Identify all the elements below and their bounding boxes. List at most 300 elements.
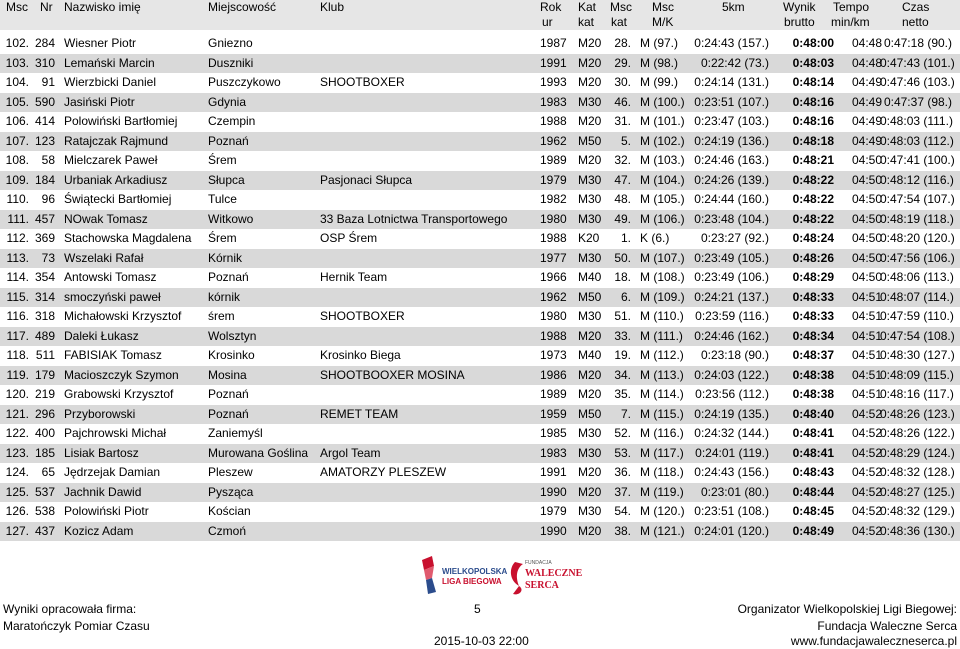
header-czas: Czas xyxy=(902,0,930,14)
cell-bib: 489 xyxy=(34,328,55,343)
cell-split-5km: 0:23:47 (103.) xyxy=(694,114,769,128)
cell-gender-place: M (118.) xyxy=(640,465,684,479)
cell-split-5km: 0:24:01 (119.) xyxy=(695,445,769,460)
cell-split-5km: 0:24:19 (136.) xyxy=(694,133,769,148)
cell-cat: M40 xyxy=(578,348,602,362)
cell-split-5km: 0:23:51 (108.) xyxy=(694,504,769,518)
cell-tempo: 04:50 xyxy=(851,250,882,265)
cell-bib: 400 xyxy=(34,426,55,440)
cell-gender-place: M (105.) xyxy=(640,192,685,206)
cell-name: Przyborowski xyxy=(64,406,136,421)
cell-bib: 314 xyxy=(34,289,55,304)
cell-bib: 296 xyxy=(34,406,55,421)
cell-cat: M30 xyxy=(578,192,602,206)
table-row xyxy=(0,307,960,327)
cell-result-brutto: 0:48:33 xyxy=(792,309,834,323)
cell-bib: 310 xyxy=(34,55,55,70)
cell-gender-place: M (98.) xyxy=(640,55,679,70)
cell-name: Ratajczak Rajmund xyxy=(64,133,169,148)
cell-gender-place: M (108.) xyxy=(640,270,685,284)
cell-result-brutto: 0:48:14 xyxy=(792,75,834,89)
cell-place: 105. xyxy=(5,94,29,109)
cell-result-netto: 0:48:32 (129.) xyxy=(880,504,955,518)
cell-year: 1985 xyxy=(540,426,567,440)
cell-name: Polowiński Bartłomiej xyxy=(64,114,178,128)
cell-result-netto: 0:48:07 (114.) xyxy=(880,289,954,304)
cell-cat-place: 50. xyxy=(614,250,631,265)
cell-tempo: 04:52 xyxy=(851,445,882,460)
cell-name: FABISIAK Tomasz xyxy=(64,348,162,362)
cell-cat: M20 xyxy=(578,75,602,89)
cell-tempo: 04:52 xyxy=(851,504,882,518)
cell-result-netto: 0:48:20 (120.) xyxy=(880,231,955,245)
cell-cat: M30 xyxy=(578,172,602,187)
cell-gender-place: M (112.) xyxy=(640,348,684,362)
cell-cat: M30 xyxy=(578,250,602,265)
cell-year: 1979 xyxy=(540,504,567,518)
cell-result-brutto: 0:48:18 xyxy=(792,133,834,148)
cell-club: Pasjonaci Słupca xyxy=(320,172,413,187)
cell-tempo: 04:51 xyxy=(851,289,882,304)
cell-result-brutto: 0:48:34 xyxy=(792,328,834,343)
cell-cat: M20 xyxy=(578,465,602,479)
header-nr: Nr xyxy=(40,0,53,14)
table-header xyxy=(0,0,960,30)
footer-credit-company: Maratończyk Pomiar Czasu xyxy=(3,619,150,633)
table-row xyxy=(0,327,960,347)
header-brutto: brutto xyxy=(784,15,815,29)
cell-place: 117. xyxy=(6,328,29,343)
cell-tempo: 04:49 xyxy=(851,114,882,128)
cell-cat: M20 xyxy=(578,328,602,343)
cell-cat: M20 xyxy=(578,36,602,50)
cell-cat-place: 30. xyxy=(614,75,631,89)
cell-year: 1962 xyxy=(540,289,567,304)
table-row xyxy=(0,54,960,74)
cell-cat: M30 xyxy=(578,445,602,460)
cell-result-netto: 0:48:19 (118.) xyxy=(880,211,954,226)
table-row xyxy=(0,73,960,93)
cell-cat: M50 xyxy=(578,406,602,421)
cell-cat-place: 46. xyxy=(614,94,631,109)
cell-cat: M20 xyxy=(578,55,602,70)
cell-bib: 511 xyxy=(35,348,55,362)
cell-year: 1993 xyxy=(540,75,567,89)
cell-city: Słupca xyxy=(208,172,245,187)
cell-result-brutto: 0:48:29 xyxy=(792,270,834,284)
cell-tempo: 04:51 xyxy=(851,367,882,382)
cell-bib: 73 xyxy=(41,250,55,265)
header-club: Klub xyxy=(320,0,345,14)
cell-cat-place: 54. xyxy=(614,504,631,518)
cell-result-brutto: 0:48:22 xyxy=(792,211,834,226)
cell-result-netto: 0:47:59 (110.) xyxy=(880,309,954,323)
cell-bib: 184 xyxy=(34,172,55,187)
cell-result-netto: 0:48:03 (111.) xyxy=(880,114,953,128)
svg-text:SERCA: SERCA xyxy=(525,580,559,591)
cell-bib: 414 xyxy=(34,114,55,128)
cell-bib: 65 xyxy=(41,465,55,479)
cell-result-brutto: 0:48:16 xyxy=(792,94,834,109)
table-row xyxy=(0,405,960,425)
cell-city: Mosina xyxy=(208,367,247,382)
cell-gender-place: M (106.) xyxy=(640,211,685,226)
cell-gender-place: M (114.) xyxy=(640,387,684,401)
cell-year: 1987 xyxy=(540,36,567,50)
cell-year: 1988 xyxy=(540,328,567,343)
cell-name: Antowski Tomasz xyxy=(64,270,157,284)
cell-place: 119. xyxy=(6,367,29,382)
cell-gender-place: M (121.) xyxy=(640,523,685,538)
cell-year: 1989 xyxy=(540,387,567,401)
cell-tempo: 04:50 xyxy=(851,192,882,206)
cell-city: Gniezno xyxy=(208,36,253,50)
table-row xyxy=(0,463,960,483)
cell-year: 1980 xyxy=(540,211,567,226)
cell-name: Wszelaki Rafał xyxy=(64,250,144,265)
cell-gender-place: M (103.) xyxy=(640,153,685,167)
cell-tempo: 04:48 xyxy=(851,36,882,50)
cell-club: 33 Baza Lotnictwa Transportowego xyxy=(320,211,508,226)
cell-place: 107. xyxy=(5,133,29,148)
cell-gender-place: M (119.) xyxy=(640,484,684,499)
cell-name: Wiesner Piotr xyxy=(64,36,137,50)
cell-gender-place: M (97.) xyxy=(640,36,679,50)
cell-year: 1983 xyxy=(540,445,567,460)
table-row xyxy=(0,229,960,249)
cell-cat-place: 51. xyxy=(614,309,631,323)
header-msc-kat: Msc xyxy=(610,0,632,14)
table-row xyxy=(0,210,960,230)
cell-club: Argol Team xyxy=(320,445,381,460)
cell-result-netto: 0:47:46 (103.) xyxy=(880,75,955,89)
cell-split-5km: 0:23:18 (90.) xyxy=(700,348,769,362)
footer-organizer-website: www.fundacjawaleczneserca.pl xyxy=(790,634,957,648)
cell-result-brutto: 0:48:41 xyxy=(792,445,834,460)
cell-place: 112. xyxy=(6,231,29,245)
cell-result-brutto: 0:48:44 xyxy=(792,484,834,499)
cell-bib: 185 xyxy=(34,445,55,460)
cell-split-5km: 0:23:49 (105.) xyxy=(694,250,769,265)
header-kat-sub: kat xyxy=(578,15,595,29)
cell-gender-place: M (116.) xyxy=(640,426,684,440)
table-row xyxy=(0,132,960,152)
cell-city: Poznań xyxy=(208,406,249,421)
cell-cat: M50 xyxy=(578,289,602,304)
cell-cat: M20 xyxy=(578,367,602,382)
cell-club: Krosinko Biega xyxy=(320,348,401,362)
cell-tempo: 04:51 xyxy=(851,348,882,362)
cell-city: śrem xyxy=(208,309,235,323)
table-row xyxy=(0,34,960,54)
cell-cat-place: 53. xyxy=(614,445,631,460)
table-row xyxy=(0,444,960,464)
cell-result-brutto: 0:48:22 xyxy=(792,172,834,187)
cell-place: 104. xyxy=(5,75,29,89)
cell-city: Śrem xyxy=(208,231,237,245)
header-netto: netto xyxy=(902,15,929,29)
footer-credit-label: Wyniki opracowała firma: xyxy=(3,602,137,616)
cell-result-netto: 0:48:36 (130.) xyxy=(880,523,955,538)
cell-tempo: 04:49 xyxy=(851,75,882,89)
cell-split-5km: 0:24:43 (156.) xyxy=(694,465,769,479)
cell-split-5km: 0:23:49 (106.) xyxy=(694,270,769,284)
cell-gender-place: M (104.) xyxy=(640,172,685,187)
cell-bib: 96 xyxy=(41,192,55,206)
cell-result-brutto: 0:48:22 xyxy=(792,192,834,206)
cell-name: Polowiński Piotr xyxy=(64,504,149,518)
cell-gender-place: M (117.) xyxy=(640,445,684,460)
table-row xyxy=(0,249,960,269)
cell-result-netto: 0:48:27 (125.) xyxy=(880,484,955,499)
cell-cat-place: 49. xyxy=(614,211,631,226)
cell-cat-place: 36. xyxy=(614,465,631,479)
cell-city: Kościan xyxy=(208,504,251,518)
cell-city: Zaniemyśl xyxy=(208,426,263,440)
cell-bib: 457 xyxy=(34,211,55,226)
cell-bib: 219 xyxy=(34,387,55,401)
cell-bib: 58 xyxy=(41,153,55,167)
cell-tempo: 04:50 xyxy=(851,231,882,245)
cell-result-brutto: 0:48:16 xyxy=(792,114,834,128)
cell-city: Czempin xyxy=(208,114,256,128)
cell-city: Witkowo xyxy=(208,211,254,226)
cell-place: 111. xyxy=(7,211,29,226)
cell-year: 1991 xyxy=(540,55,567,70)
cell-tempo: 04:50 xyxy=(851,153,882,167)
cell-name: NOwak Tomasz xyxy=(64,211,148,226)
cell-cat-place: 47. xyxy=(614,172,631,187)
cell-split-5km: 0:23:56 (112.) xyxy=(695,387,769,401)
cell-tempo: 04:51 xyxy=(851,328,882,343)
cell-result-netto: 0:48:26 (123.) xyxy=(880,406,955,421)
cell-year: 1983 xyxy=(540,94,567,109)
cell-result-brutto: 0:48:40 xyxy=(792,406,834,421)
cell-place: 115. xyxy=(6,289,29,304)
cell-gender-place: M (120.) xyxy=(640,504,685,518)
cell-tempo: 04:51 xyxy=(851,387,882,401)
cell-gender-place: M (115.) xyxy=(640,406,684,421)
cell-name: Daleki Łukasz xyxy=(64,328,139,343)
cell-place: 114. xyxy=(6,270,29,284)
cell-year: 1988 xyxy=(540,231,567,245)
footer-datetime: 2015-10-03 22:00 xyxy=(434,634,529,648)
cell-name: Wierzbicki Daniel xyxy=(64,75,157,89)
cell-city: Tulce xyxy=(208,192,237,206)
cell-result-netto: 0:47:54 (108.) xyxy=(880,328,955,343)
cell-result-brutto: 0:48:00 xyxy=(792,36,834,50)
cell-bib: 538 xyxy=(34,504,55,518)
cell-city: Krosinko xyxy=(208,348,255,362)
table-row xyxy=(0,268,960,288)
cell-club: SHOOTBOOXER MOSINA xyxy=(320,367,465,382)
cell-cat-place: 32. xyxy=(614,153,631,167)
cell-year: 1988 xyxy=(540,114,567,128)
cell-result-brutto: 0:48:24 xyxy=(792,231,834,245)
table-row xyxy=(0,483,960,503)
cell-split-5km: 0:24:03 (122.) xyxy=(694,367,769,382)
cell-club: AMATORZY PLESZEW xyxy=(320,465,447,479)
cell-gender-place: M (100.) xyxy=(640,94,685,109)
header-5km: 5km xyxy=(722,0,745,14)
header-wynik: Wynik xyxy=(783,0,816,14)
cell-result-netto: 0:47:18 (90.) xyxy=(883,36,952,50)
cell-name: Jędrzejak Damian xyxy=(64,465,161,479)
cell-city: Kórnik xyxy=(208,250,243,265)
cell-city: Puszczykowo xyxy=(208,75,281,89)
table-row xyxy=(0,424,960,444)
cell-bib: 537 xyxy=(34,484,55,499)
cell-club: REMET TEAM xyxy=(320,406,399,421)
cell-split-5km: 0:24:19 (135.) xyxy=(694,406,769,421)
table-row xyxy=(0,171,960,191)
cell-cat-place: 29. xyxy=(614,55,631,70)
table-row xyxy=(0,190,960,210)
cell-bib: 437 xyxy=(34,523,55,538)
footer-organizer-label: Organizator Wielkopolskiej Ligi Biegowej: xyxy=(737,602,957,616)
header-mk: M/K xyxy=(652,15,674,29)
cell-cat-place: 33. xyxy=(614,328,631,343)
cell-name: Pajchrowski Michał xyxy=(64,426,167,440)
header-ur: ur xyxy=(542,15,553,29)
svg-text:WALECZNE: WALECZNE xyxy=(525,568,583,579)
cell-cat: M20 xyxy=(578,484,602,499)
cell-cat-place: 5. xyxy=(620,133,631,148)
cell-result-netto: 0:47:43 (101.) xyxy=(880,55,955,70)
cell-year: 1982 xyxy=(540,192,567,206)
cell-cat: M20 xyxy=(578,153,602,167)
cell-result-netto: 0:48:32 (128.) xyxy=(880,465,955,479)
cell-result-brutto: 0:48:38 xyxy=(792,367,834,382)
cell-result-brutto: 0:48:33 xyxy=(792,289,834,304)
cell-cat-place: 7. xyxy=(620,406,631,421)
header-msc-kat-sub: kat xyxy=(611,15,628,29)
cell-split-5km: 0:24:14 (131.) xyxy=(694,75,769,89)
cell-cat-place: 18. xyxy=(614,270,631,284)
cell-city: Poznań xyxy=(208,387,249,401)
cell-city: Poznań xyxy=(208,133,249,148)
cell-split-5km: 0:24:21 (137.) xyxy=(694,289,769,304)
cell-gender-place: M (111.) xyxy=(640,328,683,343)
cell-name: Stachowska Magdalena xyxy=(64,231,192,245)
cell-city: Pysząca xyxy=(208,484,254,499)
cell-gender-place: M (101.) xyxy=(640,114,685,128)
cell-result-netto: 0:48:16 (117.) xyxy=(880,387,954,401)
cell-place: 123. xyxy=(5,445,29,460)
cell-result-netto: 0:48:30 (127.) xyxy=(880,348,955,362)
results-table xyxy=(0,34,960,541)
cell-city: Duszniki xyxy=(208,55,254,70)
cell-city: Murowana Goślina xyxy=(208,445,309,460)
cell-split-5km: 0:24:26 (139.) xyxy=(694,172,769,187)
cell-tempo: 04:52 xyxy=(851,426,882,440)
cell-gender-place: M (102.) xyxy=(640,133,685,148)
cell-club: OSP Śrem xyxy=(320,231,378,245)
table-row xyxy=(0,346,960,366)
header-msc-mk: Msc xyxy=(652,0,674,14)
cell-name: smoczyński paweł xyxy=(64,289,161,304)
cell-cat: M30 xyxy=(578,504,602,518)
cell-result-netto: 0:48:06 (113.) xyxy=(880,270,954,284)
cell-place: 121. xyxy=(5,406,29,421)
cell-result-netto: 0:47:41 (100.) xyxy=(880,153,955,167)
cell-city: Poznań xyxy=(208,270,249,284)
cell-cat: M30 xyxy=(578,309,602,323)
cell-place: 103. xyxy=(5,55,29,70)
cell-tempo: 04:52 xyxy=(851,484,882,499)
cell-bib: 369 xyxy=(34,231,55,245)
cell-gender-place: K (6.) xyxy=(640,231,670,245)
cell-place: 125. xyxy=(5,484,29,499)
cell-year: 1977 xyxy=(540,250,567,265)
cell-result-brutto: 0:48:43 xyxy=(792,465,834,479)
cell-city: Pleszew xyxy=(208,465,253,479)
cell-split-5km: 0:22:42 (73.) xyxy=(700,55,769,70)
cell-split-5km: 0:24:01 (120.) xyxy=(694,523,769,538)
cell-place: 118. xyxy=(6,348,29,362)
cell-tempo: 04:52 xyxy=(851,523,882,538)
header-rok: Rok xyxy=(540,0,562,14)
header-kat: Kat xyxy=(578,0,597,14)
cell-place: 113. xyxy=(6,250,29,265)
cell-name: Mielczarek Paweł xyxy=(64,153,158,167)
cell-cat: M30 xyxy=(578,211,602,226)
header-tempo: Tempo xyxy=(833,0,870,14)
cell-result-brutto: 0:48:38 xyxy=(792,387,834,401)
cell-result-brutto: 0:48:41 xyxy=(792,426,834,440)
cell-name: Michałowski Krzysztof xyxy=(64,309,182,323)
cell-year: 1990 xyxy=(540,484,567,499)
cell-split-5km: 0:23:01 (80.) xyxy=(700,484,769,499)
cell-result-netto: 0:47:56 (106.) xyxy=(880,250,955,265)
cell-result-brutto: 0:48:26 xyxy=(792,250,834,265)
cell-cat-place: 37. xyxy=(614,484,631,499)
cell-city: Wolsztyn xyxy=(208,328,257,343)
cell-cat-place: 35. xyxy=(614,387,631,401)
cell-split-5km: 0:23:51 (107.) xyxy=(694,94,769,109)
cell-result-netto: 0:47:37 (98.) xyxy=(883,94,952,109)
cell-cat: K20 xyxy=(578,231,600,245)
cell-year: 1980 xyxy=(540,309,567,323)
cell-bib: 354 xyxy=(34,270,55,284)
cell-cat-place: 52. xyxy=(614,426,631,440)
header-city: Miejscowość xyxy=(208,0,277,14)
cell-place: 126. xyxy=(5,504,29,518)
cell-cat: M20 xyxy=(578,523,602,538)
cell-bib: 91 xyxy=(41,75,55,89)
cell-split-5km: 0:24:32 (144.) xyxy=(694,426,769,440)
table-row xyxy=(0,288,960,308)
svg-text:LIGA BIEGOWA: LIGA BIEGOWA xyxy=(442,577,502,586)
cell-year: 1986 xyxy=(540,367,567,382)
cell-name: Macioszczyk Szymon xyxy=(64,367,179,382)
cell-result-netto: 0:48:09 (115.) xyxy=(880,367,954,382)
cell-name: Grabowski Krzysztof xyxy=(64,387,174,401)
cell-result-netto: 0:48:12 (116.) xyxy=(880,172,954,187)
cell-tempo: 04:50 xyxy=(851,270,882,284)
cell-place: 124. xyxy=(5,465,29,479)
cell-result-brutto: 0:48:45 xyxy=(792,504,834,518)
cell-bib: 123 xyxy=(34,133,55,148)
sponsor-logos xyxy=(0,552,960,602)
cell-city: kórnik xyxy=(208,289,241,304)
cell-result-netto: 0:48:29 (124.) xyxy=(880,445,955,460)
table-row xyxy=(0,151,960,171)
cell-place: 102. xyxy=(5,36,29,50)
table-row xyxy=(0,366,960,386)
cell-gender-place: M (107.) xyxy=(640,250,685,265)
cell-cat-place: 31. xyxy=(614,114,631,128)
